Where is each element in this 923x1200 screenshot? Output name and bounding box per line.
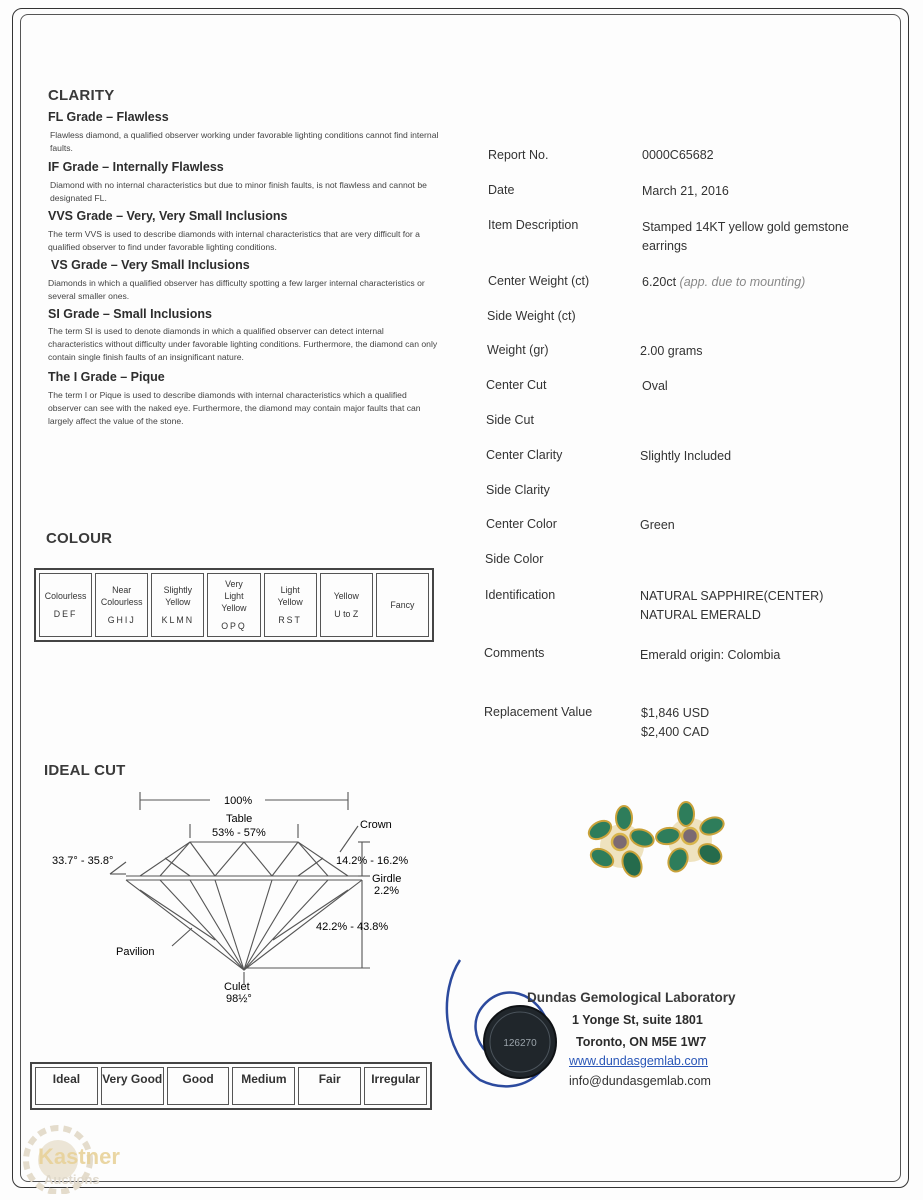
lab-address-line2: Toronto, ON M5E 1W7 <box>576 1035 707 1049</box>
table-range-label: 53% - 57% <box>212 827 266 839</box>
watermark-line1: Kastner <box>38 1144 120 1169</box>
colour-code: DEF <box>53 609 78 619</box>
lab-name: Dundas Gemological Laboratory <box>527 990 736 1005</box>
culet-angle-label: 98½° <box>226 993 252 1005</box>
grade-desc-fl: Flawless diamond, a qualified observer working under favorable lighting conditions cannot find internal faults. <box>50 130 439 153</box>
report-label: Center Cut <box>486 378 547 392</box>
colour-code: U to Z <box>334 609 359 619</box>
report-value: Stamped 14KT yellow gold gemstone earrings <box>642 220 849 253</box>
colour-label: Slightly Yellow <box>163 585 193 607</box>
diamond-cut-diagram <box>40 780 440 1020</box>
colour-cell <box>320 573 373 637</box>
report-label: Weight (gr) <box>487 343 549 357</box>
culet-label: Culet <box>224 981 250 993</box>
report-label: Center Clarity <box>486 448 563 462</box>
pavilion-depth-label: 42.2% - 43.8% <box>316 921 389 933</box>
colour-label: Colourless <box>44 591 87 601</box>
grade-title-vvs: VVS Grade – Very, Very Small Inclusions <box>48 209 288 223</box>
grade-desc-i: The term I or Pique is used to describe diamonds with internal characteristics which a qualified observer can see with the naked eye. Furthermore, the diamond may contain major faults that can largely affect the value of the stone. <box>48 390 421 426</box>
grade-title-i: The I Grade – Pique <box>48 370 165 384</box>
grade-desc-vvs: The term VVS is used to describe diamonds with internal characteristics that are very difficult for a qualified observer to find under favorable lighting conditions. <box>48 229 420 252</box>
crown-label: Crown <box>360 819 392 831</box>
watermark-line2: Auctions <box>44 1172 100 1187</box>
colour-cell <box>39 573 92 637</box>
report-label: Center Color <box>486 517 557 531</box>
grade-title-if: IF Grade – Internally Flawless <box>48 160 224 174</box>
crown-angle-label: 33.7° - 35.8° <box>52 855 114 867</box>
grade-desc-vs: Diamonds in which a qualified observer has difficulty spotting a few larger internal characteristics or several smaller ones. <box>48 278 425 301</box>
seal-number: 126270 <box>503 1038 537 1049</box>
colour-cell <box>151 573 204 637</box>
grade-title-si: SI Grade – Small Inclusions <box>48 307 212 321</box>
center-weight-note: (app. due to mounting) <box>679 275 806 289</box>
grade-title-vs: VS Grade – Very Small Inclusions <box>51 258 250 272</box>
colour-label: Light Yellow <box>277 585 303 607</box>
report-label: Item Description <box>488 218 579 232</box>
colour-label: Near Colourless <box>100 585 143 607</box>
report-value: 2.00 grams <box>640 344 703 358</box>
report-label: Side Weight (ct) <box>487 309 576 323</box>
report-value: Green <box>640 518 675 532</box>
colour-label: Yellow <box>333 591 359 601</box>
girdle-value-label: 2.2% <box>374 885 400 897</box>
girdle-label: Girdle <box>372 873 402 885</box>
grade-desc-si: The term SI is used to denote diamonds in which a qualified observer can detect internal characteristics without difficulty under favorable lighting conditions. Furthermore, the diamond can only contain single finish faults of an insignificant nature. <box>48 326 438 362</box>
colour-code: GHIJ <box>107 615 136 625</box>
clarity-heading: CLARITY <box>48 87 115 104</box>
report-value-line2: NATURAL EMERALD <box>640 608 761 622</box>
report-label: Replacement Value <box>484 705 593 719</box>
colour-label: Very Light Yellow <box>221 579 247 613</box>
colour-cell <box>207 573 260 637</box>
ideal-cut-heading: IDEAL CUT <box>44 762 126 779</box>
cut-grade-table <box>30 1062 432 1110</box>
cut-grade-cell: Fair <box>298 1067 361 1105</box>
colour-heading: COLOUR <box>46 530 113 547</box>
report-value: March 21, 2016 <box>642 184 729 198</box>
report-value: Slightly Included <box>640 449 732 463</box>
report-label: Comments <box>484 646 545 660</box>
colour-label: Fancy <box>390 600 415 610</box>
table-label: Table <box>226 813 253 825</box>
crown-height-label: 14.2% - 16.2% <box>336 855 409 867</box>
grade-title-fl: FL Grade – Flawless <box>48 110 169 124</box>
report-value <box>642 273 805 292</box>
report-label: Center Weight (ct) <box>488 274 590 288</box>
kastner-auctions-watermark <box>18 1118 138 1194</box>
colour-code: RST <box>278 615 302 625</box>
cut-grade-cell: Ideal <box>35 1067 98 1105</box>
cut-grade-cell: Irregular <box>364 1067 427 1105</box>
earring-left <box>586 806 656 879</box>
watermark-logo-icon <box>18 1118 138 1194</box>
report-value: 0000C65682 <box>642 148 714 162</box>
grade-desc-if: Diamond with no internal characteristics but due to minor finish faults, is not flawless and cannot be designated FL. <box>50 180 427 203</box>
colour-cell <box>95 573 148 637</box>
lab-seal-and-signature <box>440 950 570 1100</box>
report-label: Date <box>488 183 515 197</box>
earrings-photo <box>572 798 732 888</box>
pavilion-label: Pavilion <box>116 946 155 958</box>
lab-email: info@dundasgemlab.com <box>569 1074 711 1088</box>
cut-grade-cell: Very Good <box>101 1067 164 1105</box>
report-label: Identification <box>485 588 556 602</box>
colour-cell <box>264 573 317 637</box>
report-value: Emerald origin: Colombia <box>640 648 781 662</box>
center-weight-value: 6.20ct <box>642 275 677 289</box>
report-value: $1,846 USD <box>641 706 710 720</box>
report-label: Report No. <box>488 148 549 162</box>
report-label: Side Clarity <box>486 483 550 497</box>
lab-website-link[interactable]: www.dundasgemlab.com <box>569 1054 708 1068</box>
report-value-line2: $2,400 CAD <box>641 725 710 739</box>
earring-right <box>655 802 726 875</box>
report-value: Oval <box>642 379 668 393</box>
width-label: 100% <box>224 795 253 807</box>
report-value: NATURAL SAPPHIRE(CENTER) <box>640 589 824 603</box>
report-label: Side Cut <box>486 413 534 427</box>
colour-cell <box>376 573 429 637</box>
colour-code: OPQ <box>221 621 247 631</box>
lab-address-line1: 1 Yonge St, suite 1801 <box>572 1013 703 1027</box>
report-label: Side Color <box>485 552 544 566</box>
cut-grade-cell: Medium <box>232 1067 295 1105</box>
colour-scale-table <box>34 568 434 642</box>
colour-code: KLMN <box>161 615 195 625</box>
cut-grade-cell: Good <box>167 1067 230 1105</box>
